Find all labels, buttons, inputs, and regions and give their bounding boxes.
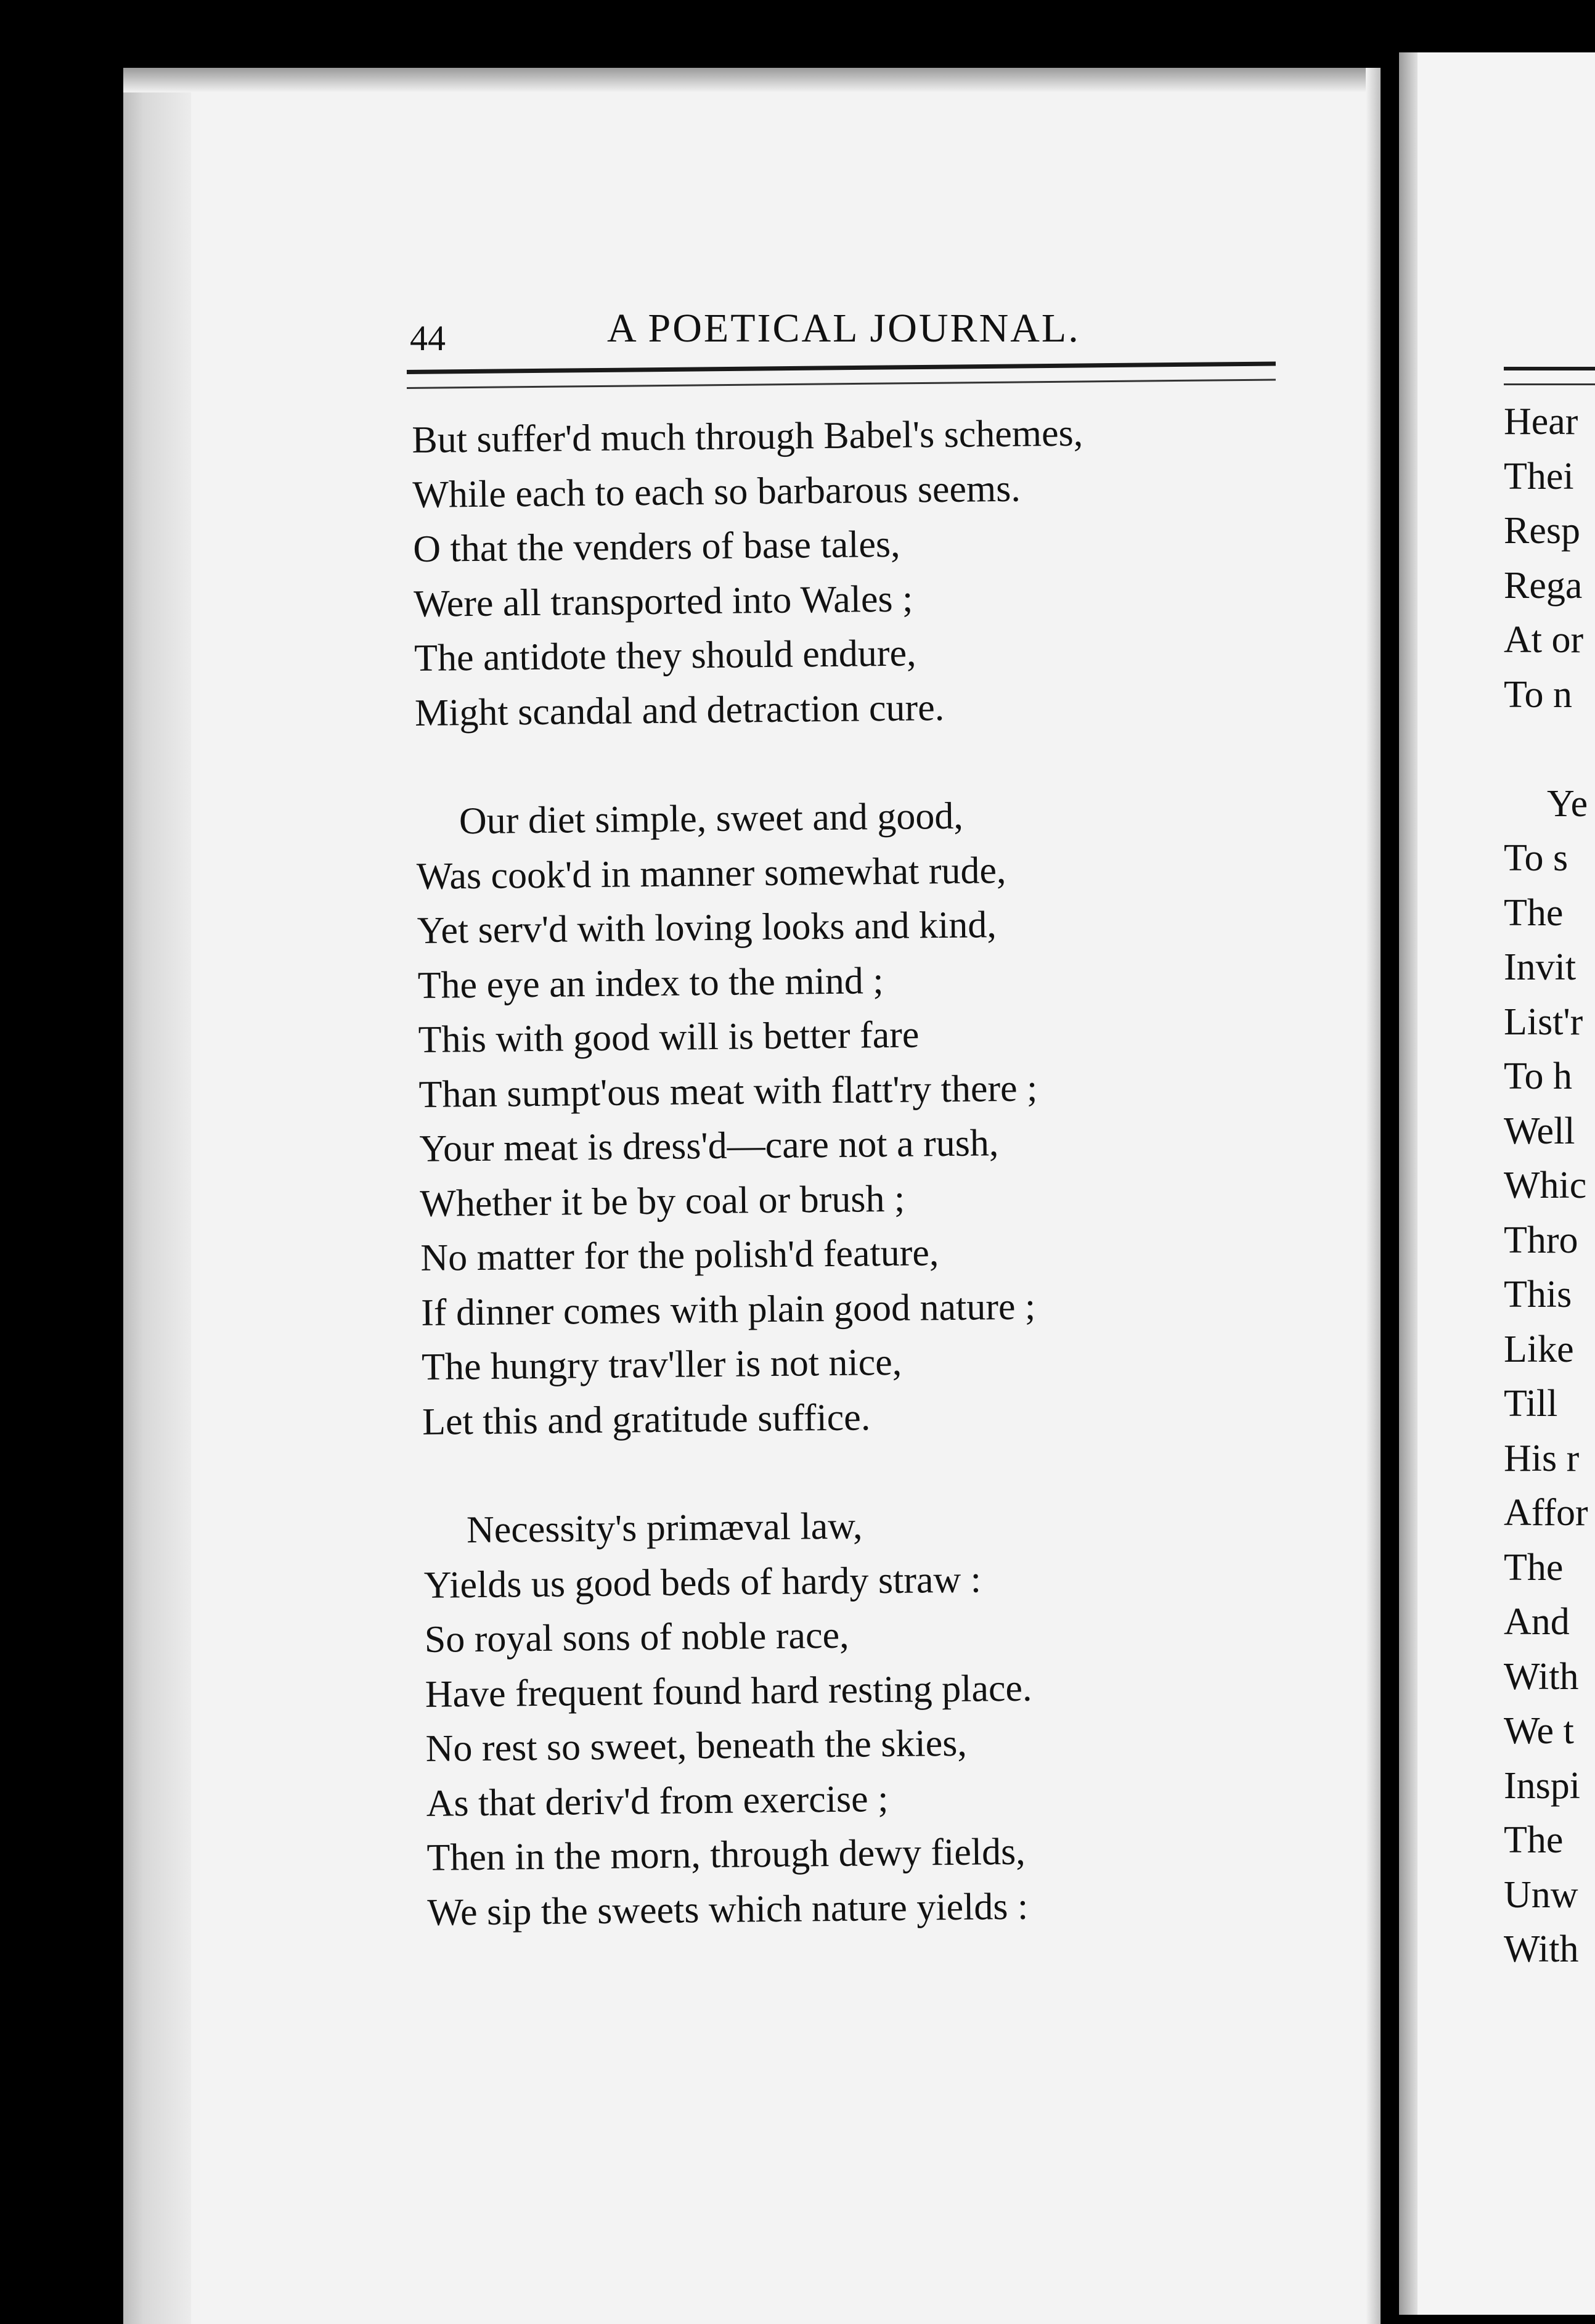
facing-line: To h	[1504, 1055, 1573, 1097]
verse-line: The antidote they should endure,	[414, 632, 916, 679]
facing-line: The	[1504, 1546, 1564, 1589]
facing-line: Unw	[1504, 1873, 1578, 1916]
verse-line: No rest so sweet, beneath the skies,	[425, 1722, 968, 1770]
verse-line: Were all transported into Wales ;	[413, 578, 913, 625]
verse-line: The hungry trav'ller is not nice,	[421, 1341, 902, 1388]
facing-line: Hear	[1504, 401, 1578, 443]
verse-line: Have frequent found hard resting place.	[425, 1667, 1032, 1716]
page-fold-shadow	[1366, 68, 1381, 2324]
facing-line: Affor	[1504, 1492, 1588, 1534]
verse-line: This with good will is better fare	[418, 1013, 920, 1061]
facing-line: Thro	[1504, 1219, 1578, 1261]
facing-line: To s	[1504, 837, 1568, 879]
facing-page-text	[1504, 395, 1588, 1977]
verse-line: The eye an index to the mind ;	[417, 959, 884, 1007]
facing-line: His r	[1504, 1437, 1580, 1479]
facing-line: The	[1504, 891, 1564, 934]
facing-line: Inspi	[1504, 1764, 1580, 1807]
facing-line: We t	[1504, 1710, 1574, 1752]
verse-line: O that the venders of base tales,	[412, 523, 900, 570]
facing-line: At or	[1504, 619, 1584, 661]
facing-line: The	[1504, 1819, 1564, 1861]
facing-line: Rega	[1504, 564, 1583, 607]
page-header	[410, 305, 1285, 367]
verse-line: If dinner comes with plain good nature ;	[420, 1285, 1036, 1334]
verse-line: As that deriv'd from exercise ;	[426, 1777, 889, 1825]
verse-line: Let this and gratitude suffice.	[422, 1396, 871, 1443]
facing-line: And	[1504, 1601, 1570, 1643]
facing-line: Thei	[1504, 455, 1574, 497]
verse-line: While each to each so barbarous seems.	[412, 467, 1021, 516]
page-gutter-shadow	[123, 68, 191, 2324]
facing-line: With	[1504, 1655, 1579, 1698]
poem-text	[412, 403, 1352, 1940]
verse-line: Was cook'd in manner somewhat rude,	[416, 849, 1006, 898]
facing-line: List'r	[1504, 1000, 1583, 1043]
verse-line: Then in the morn, through dewy fields,	[426, 1830, 1026, 1879]
verse-line: But suffer'd much through Babel's schemes,	[412, 412, 1083, 461]
facing-line: Like	[1504, 1328, 1574, 1370]
facing-page-edge	[1399, 52, 1418, 2315]
stanza-1	[412, 403, 1339, 740]
stanza-2	[415, 785, 1347, 1449]
verse-line: Whether it be by coal or brush ;	[420, 1177, 905, 1225]
facing-line: This	[1504, 1274, 1572, 1315]
facing-line: Well	[1504, 1110, 1575, 1152]
facing-line: To n	[1504, 673, 1573, 716]
verse-line: We sip the sweets which nature yields :	[427, 1885, 1029, 1934]
facing-line: With	[1504, 1928, 1579, 1970]
facing-line: Whic	[1504, 1164, 1587, 1206]
verse-line: Our diet simple, sweet and good,	[459, 795, 964, 843]
facing-line: Ye	[1547, 782, 1588, 825]
verse-line: Than sumpt'ous meat with flatt'ry there ;	[418, 1066, 1038, 1116]
stanza-3	[423, 1494, 1352, 1940]
verse-line: Yet serv'd with loving looks and kind,	[417, 904, 997, 952]
verse-line: Your meat is dress'd—care not a rush,	[419, 1122, 999, 1170]
verse-line: Yields us good beds of hardy straw :	[423, 1558, 982, 1606]
verse-line: No matter for the polish'd feature,	[420, 1232, 939, 1279]
facing-header-rule-thin	[1504, 383, 1595, 385]
facing-line: Invit	[1504, 946, 1577, 988]
verse-line: Might scandal and detraction cure.	[414, 686, 945, 734]
facing-line: Resp	[1504, 510, 1580, 552]
verse-line: So royal sons of noble race,	[424, 1614, 849, 1661]
stanza-gap	[1504, 722, 1588, 777]
facing-line: Till	[1504, 1383, 1558, 1425]
page-number: 44	[410, 318, 446, 358]
verse-line: Necessity's primæval law,	[466, 1505, 863, 1552]
running-title: A POETICAL JOURNAL.	[607, 306, 1080, 351]
facing-header-rule-thick	[1504, 367, 1595, 370]
page-top-edge	[123, 68, 1381, 92]
